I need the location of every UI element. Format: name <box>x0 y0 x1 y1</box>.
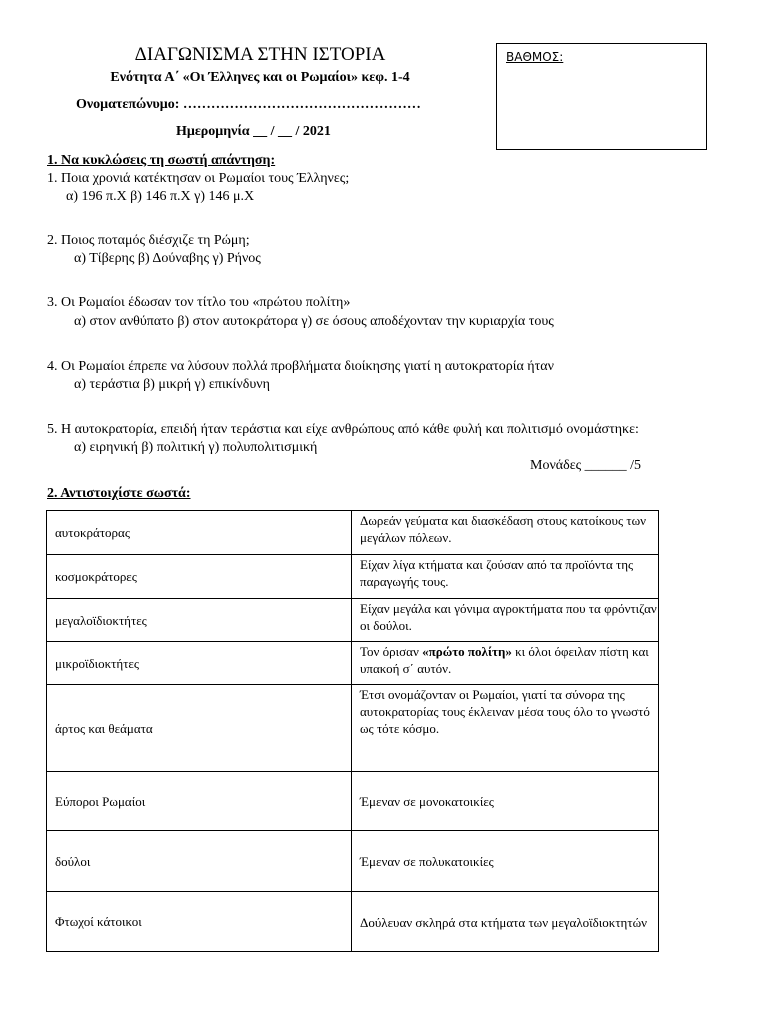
question-3: 3. Οι Ρωμαίοι έδωσαν τον τίτλο του «πρώτου πολίτη» <box>47 295 351 310</box>
section1-heading: 1. Να κυκλώσεις τη σωστή απάντηση: <box>47 153 276 168</box>
answers-3: α) στον ανθύπατο β) στον αυτοκράτορα γ) σε όσους αποδέχονταν την κυριαρχία τους <box>74 314 554 329</box>
table-row <box>47 892 659 952</box>
match-left-cell: μικροϊδιοκτήτες <box>47 642 352 685</box>
table-row <box>47 599 659 642</box>
first-citizen-emphasis: «πρώτο πολίτη» <box>422 644 512 659</box>
match-right-cell: Έμεναν σε πολυκατοικίες <box>352 831 659 892</box>
table-row <box>47 511 659 555</box>
matching-table <box>46 510 659 952</box>
date-field: Ημερομηνία __ / __ / 2021 <box>176 124 331 139</box>
match-right-text: κι όλοι όφειλαν πίστη και υπακοή σ΄ αυτόν. <box>360 644 649 676</box>
grade-label: ΒΑΘΜΟΣ: <box>506 50 564 64</box>
match-left-cell: άρτος και θεάματα <box>47 685 352 772</box>
match-right-cell: Δούλευαν σκληρά στα κτήματα των μεγαλοϊδιοκτητών <box>352 892 659 952</box>
match-left-cell: κοσμοκράτορες <box>47 555 352 599</box>
table-row <box>47 685 659 772</box>
table-row <box>47 555 659 599</box>
match-left-cell: δούλοι <box>47 831 352 892</box>
table-row <box>47 772 659 831</box>
match-left-cell: Εύποροι Ρωμαίοι <box>47 772 352 831</box>
match-right-text: Τον όρισαν <box>360 644 423 659</box>
question-5: 5. Η αυτοκρατορία, επειδή ήταν τεράστια και είχε ανθρώπους από κάθε φυλή και πολιτισμό ονομάστηκε: <box>47 422 639 437</box>
table-row <box>47 642 659 685</box>
match-right-cell: Έτσι ονομάζονταν οι Ρωμαίοι, γιατί τα σύνορα της αυτοκρατορίας τους έκλειναν μέσα τους όλο το γνωστό ως τότε κόσμο. <box>352 685 659 772</box>
question-4: 4. Οι Ρωμαίοι έπρεπε να λύσουν πολλά προβλήματα διοίκησης γιατί η αυτοκρατορία ήταν <box>47 359 554 374</box>
answers-5: α) ειρηνική β) πολιτική γ) πολυπολιτισμική <box>74 440 318 455</box>
match-right-cell: Είχαν λίγα κτήματα και ζούσαν από τα προϊόντα της παραγωγής τους. <box>352 555 659 599</box>
units-score: Μονάδες ______ /5 <box>530 458 642 473</box>
match-left-cell: μεγαλοϊδιοκτήτες <box>47 599 352 642</box>
table-row <box>47 831 659 892</box>
page-subtitle: Ενότητα Α΄ «Οι Έλληνες και οι Ρωμαίοι» κεφ. 1-4 <box>110 70 410 85</box>
section2-heading: 2. Αντιστοιχίστε σωστά: <box>47 486 191 501</box>
question-2: 2. Ποιος ποταμός διέσχιζε τη Ρώμη; <box>47 233 250 248</box>
question-1: 1. Ποια χρονιά κατέκτησαν οι Ρωμαίοι τους Έλληνες; <box>47 171 350 186</box>
grade-box <box>496 43 707 150</box>
match-right-cell: Έμεναν σε μονοκατοικίες <box>352 772 659 831</box>
student-name-field: Ονοματεπώνυμο: …………………………………………… <box>76 97 421 112</box>
answers-1: α) 196 π.Χ β) 146 π.Χ γ) 146 μ.Χ <box>66 189 255 204</box>
answers-2: α) Τίβερης β) Δούναβης γ) Ρήνος <box>74 251 261 266</box>
page-title: ΔΙΑΓΩΝΙΣΜΑ ΣΤΗΝ ΙΣΤΟΡΙΑ <box>134 44 386 65</box>
match-left-cell: αυτοκράτορας <box>47 511 352 555</box>
match-right-cell <box>352 642 659 685</box>
answers-4: α) τεράστια β) μικρή γ) επικίνδυνη <box>74 377 270 392</box>
match-right-cell: Είχαν μεγάλα και γόνιμα αγροκτήματα που τα φρόντιζαν οι δούλοι. <box>352 599 659 642</box>
match-right-cell: Δωρεάν γεύματα και διασκέδαση στους κατοίκους των μεγάλων πόλεων. <box>352 511 659 555</box>
match-left-cell: Φτωχοί κάτοικοι <box>47 892 352 952</box>
